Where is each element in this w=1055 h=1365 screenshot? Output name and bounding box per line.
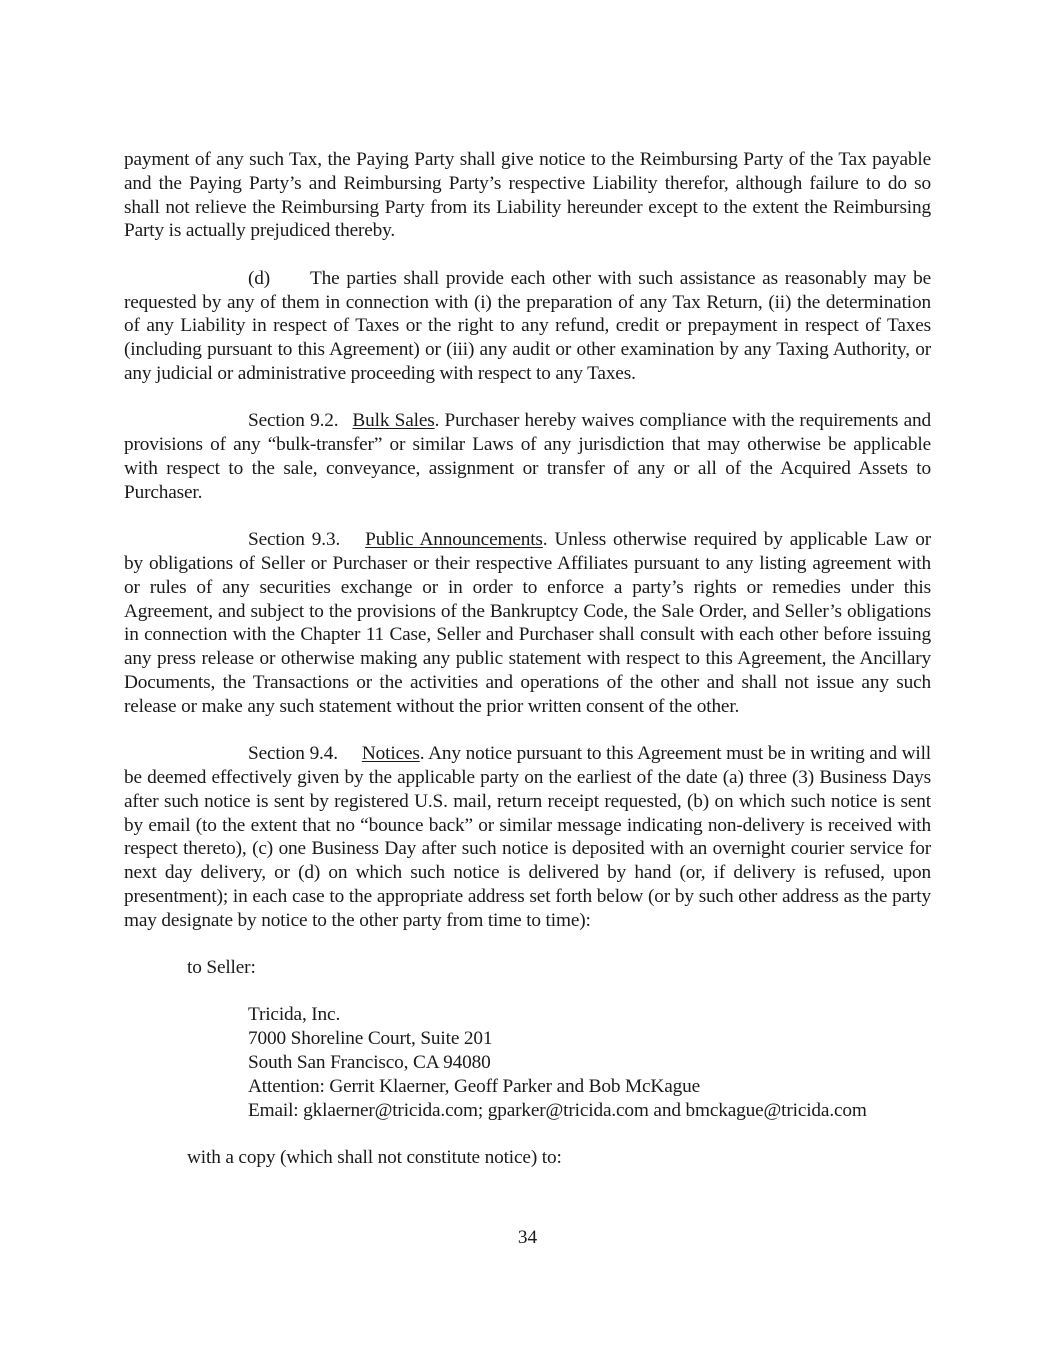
seller-attention: Attention: Gerrit Klaerner, Geoff Parker and Bob McKague <box>248 1075 700 1097</box>
subsection-d-label: (d) <box>248 267 271 289</box>
copy-to-label: with a copy (which shall not constitute notice) to: <box>187 1147 562 1169</box>
subsection-d-text: The parties shall provide each other with such assistance as reasonably may be requested by any of them in connection with (i) the preparation of any Tax Return, (ii) the determination of any Liability in respect of Taxes or the right to any refund, credit or prepayment in respect of Taxes (including pursuant to this Agreement) or (iii) any audit or other examination by any Taxing Authority, or any judicial or administrative proceeding with respect to any Taxes. <box>124 267 931 384</box>
section-9-4-title: Notices <box>361 743 420 765</box>
continuation-paragraph: payment of any such Tax, the Paying Party shall give notice to the Reimbursing Party of the Tax payable and the Paying Party’s and Reimbursing Party’s respective Liability therefor, although failure to do so shall not relieve the Reimbursing Party from its Liability hereunder except to the extent the Reimbursing Party is actually prejudiced thereby. <box>124 149 931 242</box>
subsection-d-paragraph <box>124 267 931 386</box>
seller-street: 7000 Shoreline Court, Suite 201 <box>248 1028 493 1050</box>
section-9-2-number: Section 9.2. <box>248 410 339 432</box>
section-9-2-title: Bulk Sales <box>352 410 435 432</box>
document-page <box>124 148 931 1170</box>
section-9-4-text: . Any notice pursuant to this Agreement must be in writing and will be deemed effectively given by the applicable party on the earliest of the date (a) three (3) Business Days after such notice is sent by registered U.S. mail, return receipt requested, (b) on which such notice is sent by email (to the extent that no “bounce back” or similar message indicating non-delivery is received with respect thereto), (c) one Business Day after such notice is deposited with an overnight courier service for next day delivery, or (d) on which such notice is delivered by hand (or, if delivery is refused, upon presentment); in each case to the appropriate address set forth below (or by such other address as the party may designate by notice to the other party from time to time): <box>124 743 931 931</box>
section-9-3-paragraph <box>124 528 931 718</box>
section-9-4-number: Section 9.4. <box>248 743 338 765</box>
section-9-4-paragraph <box>124 742 931 932</box>
page-number: 34 <box>517 1227 538 1248</box>
seller-company: Tricida, Inc. <box>248 1004 341 1026</box>
seller-address-block <box>248 1003 931 1122</box>
section-9-3-title: Public Announcements <box>365 529 543 551</box>
section-9-3-text: . Unless otherwise required by applicable Law or by obligations of Seller or Purchaser or their respective Affiliates pursuant to any listing agreement with or rules of any securities exchange or in order to enforce a party’s rights or remedies under this Agreement, and subject to the provisions of the Bankruptcy Code, the Sale Order, and Seller’s obligations in connection with the Chapter 11 Case, Seller and Purchaser shall consult with each other before issuing any press release or otherwise making any public statement with respect to this Agreement, the Ancillary Documents, the Transactions or the activities and operations of the other and shall not issue any such release or make any such statement without the prior written consent of the other. <box>124 529 932 717</box>
seller-email: Email: gklaerner@tricida.com; gparker@tricida.com and bmckague@tricida.com <box>248 1099 867 1121</box>
section-9-2-paragraph <box>124 409 931 504</box>
seller-city: South San Francisco, CA 94080 <box>248 1052 491 1074</box>
section-9-2-text: . Purchaser hereby waives compliance with the requirements and provisions of any “bulk-transfer” or similar Laws of any jurisdiction that may otherwise be applicable with respect to the sale, conveyance, assignment or transfer of any or all of the Acquired Assets to Purchaser. <box>124 410 931 503</box>
to-seller-label: to Seller: <box>187 957 256 979</box>
section-9-3-number: Section 9.3. <box>248 529 341 551</box>
